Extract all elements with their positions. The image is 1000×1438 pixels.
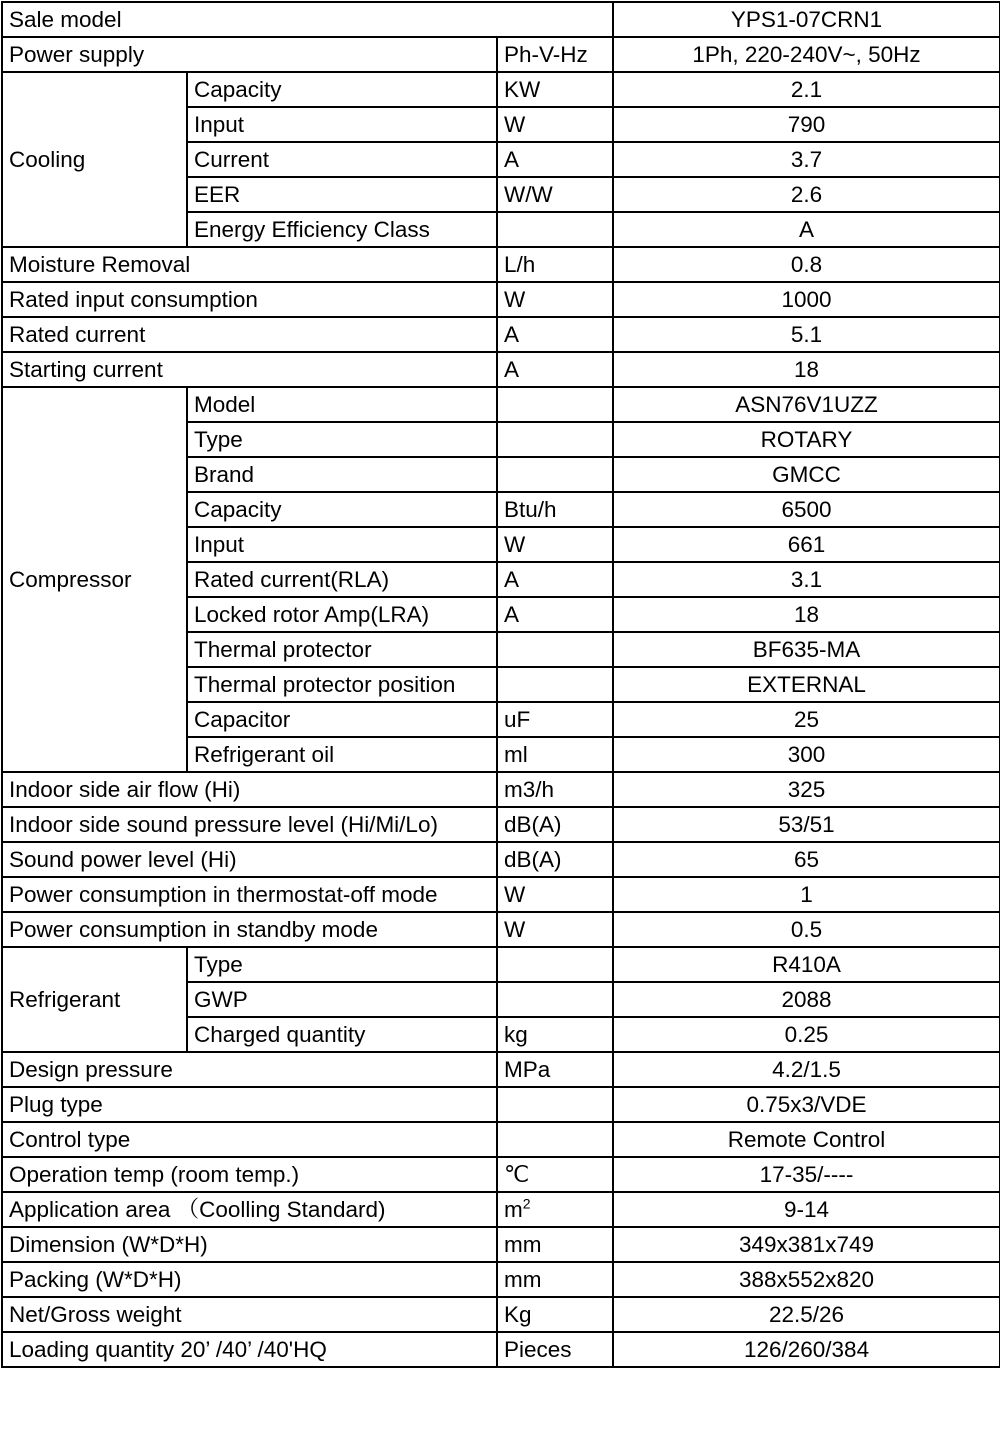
row-value: 53/51 <box>613 807 1000 842</box>
row-value: 349x381x749 <box>613 1227 1000 1262</box>
table-row <box>2 1227 1000 1262</box>
row-value: EXTERNAL <box>613 667 1000 702</box>
row-unit: mm <box>497 1227 613 1262</box>
row-label: Rated input consumption <box>2 282 497 317</box>
row-value: 18 <box>613 352 1000 387</box>
row-value: 22.5/26 <box>613 1297 1000 1332</box>
row-label: Dimension (W*D*H) <box>2 1227 497 1262</box>
table-row <box>2 2 1000 37</box>
row-label: GWP <box>187 982 497 1017</box>
row-value: ASN76V1UZZ <box>613 387 1000 422</box>
table-row <box>2 247 1000 282</box>
row-unit: W <box>497 282 613 317</box>
row-label: Type <box>187 422 497 457</box>
row-unit <box>497 667 613 702</box>
row-value: 661 <box>613 527 1000 562</box>
row-unit: ℃ <box>497 1157 613 1192</box>
table-row <box>2 282 1000 317</box>
row-unit: kg <box>497 1017 613 1052</box>
table-row <box>2 1087 1000 1122</box>
row-label: EER <box>187 177 497 212</box>
row-label: Operation temp (room temp.) <box>2 1157 497 1192</box>
row-value: 790 <box>613 107 1000 142</box>
row-value: 0.75x3/VDE <box>613 1087 1000 1122</box>
row-unit: ml <box>497 737 613 772</box>
row-unit: A <box>497 352 613 387</box>
row-label: Application area （Coolling Standard) <box>2 1192 497 1227</box>
row-value: 5.1 <box>613 317 1000 352</box>
row-unit: dB(A) <box>497 807 613 842</box>
row-label: Capacitor <box>187 702 497 737</box>
row-label: Design pressure <box>2 1052 497 1087</box>
row-value: 25 <box>613 702 1000 737</box>
row-value: 65 <box>613 842 1000 877</box>
row-label: Power supply <box>2 37 497 72</box>
row-value: 1000 <box>613 282 1000 317</box>
row-label: Charged quantity <box>187 1017 497 1052</box>
row-label: Power consumption in thermostat-off mode <box>2 877 497 912</box>
row-label: Capacity <box>187 72 497 107</box>
unit-superscript: 2 <box>522 1195 531 1212</box>
row-label: Indoor side sound pressure level (Hi/Mi/Lo) <box>2 807 497 842</box>
row-label: Brand <box>187 457 497 492</box>
row-value: Remote Control <box>613 1122 1000 1157</box>
group-label-cooling: Cooling <box>2 72 187 247</box>
table-row <box>2 352 1000 387</box>
row-unit <box>497 212 613 247</box>
row-unit <box>497 982 613 1017</box>
row-unit <box>497 1192 613 1227</box>
row-unit: Btu/h <box>497 492 613 527</box>
table-row <box>2 807 1000 842</box>
row-unit: A <box>497 142 613 177</box>
table-row <box>2 947 1000 982</box>
row-label: Type <box>187 947 497 982</box>
row-label: Packing (W*D*H) <box>2 1262 497 1297</box>
row-unit: W <box>497 527 613 562</box>
row-label: Locked rotor Amp(LRA) <box>187 597 497 632</box>
row-value: R410A <box>613 947 1000 982</box>
row-label: Model <box>187 387 497 422</box>
row-label: Input <box>187 107 497 142</box>
row-unit <box>497 387 613 422</box>
row-value: 2.6 <box>613 177 1000 212</box>
row-unit: L/h <box>497 247 613 282</box>
row-value: BF635-MA <box>613 632 1000 667</box>
row-unit <box>497 422 613 457</box>
spec-table <box>1 1 1000 1368</box>
row-label: Plug type <box>2 1087 497 1122</box>
row-unit: KW <box>497 72 613 107</box>
row-value: 6500 <box>613 492 1000 527</box>
row-label: Moisture Removal <box>2 247 497 282</box>
row-label: Indoor side air flow (Hi) <box>2 772 497 807</box>
row-label: Rated current <box>2 317 497 352</box>
table-row <box>2 1297 1000 1332</box>
table-row <box>2 387 1000 422</box>
row-unit: W <box>497 912 613 947</box>
row-label: Sale model <box>2 2 613 37</box>
table-row <box>2 1157 1000 1192</box>
table-row <box>2 317 1000 352</box>
row-unit: uF <box>497 702 613 737</box>
row-unit: A <box>497 597 613 632</box>
row-label: Thermal protector position <box>187 667 497 702</box>
row-label: Rated current(RLA) <box>187 562 497 597</box>
row-value: 9-14 <box>613 1192 1000 1227</box>
row-value: 0.5 <box>613 912 1000 947</box>
group-label-compressor: Compressor <box>2 387 187 772</box>
row-label: Control type <box>2 1122 497 1157</box>
row-value: 0.8 <box>613 247 1000 282</box>
table-row <box>2 842 1000 877</box>
row-unit: mm <box>497 1262 613 1297</box>
group-label-refrigerant: Refrigerant <box>2 947 187 1052</box>
row-unit: A <box>497 317 613 352</box>
row-value: 3.1 <box>613 562 1000 597</box>
row-value: YPS1-07CRN1 <box>613 2 1000 37</box>
row-label: Capacity <box>187 492 497 527</box>
row-value: GMCC <box>613 457 1000 492</box>
row-value: 325 <box>613 772 1000 807</box>
table-row <box>2 912 1000 947</box>
row-value: 300 <box>613 737 1000 772</box>
row-value: 126/260/384 <box>613 1332 1000 1367</box>
row-value: 388x552x820 <box>613 1262 1000 1297</box>
row-unit: W <box>497 107 613 142</box>
row-label: Starting current <box>2 352 497 387</box>
row-unit: MPa <box>497 1052 613 1087</box>
row-unit: Ph-V-Hz <box>497 37 613 72</box>
row-label: Refrigerant oil <box>187 737 497 772</box>
unit-base: m <box>504 1197 523 1222</box>
row-unit <box>497 1087 613 1122</box>
row-label: Sound power level (Hi) <box>2 842 497 877</box>
table-row <box>2 72 1000 107</box>
row-unit <box>497 1122 613 1157</box>
row-label: Energy Efficiency Class <box>187 212 497 247</box>
row-value: ROTARY <box>613 422 1000 457</box>
row-unit: Kg <box>497 1297 613 1332</box>
row-unit <box>497 457 613 492</box>
table-row <box>2 877 1000 912</box>
row-unit: Pieces <box>497 1332 613 1367</box>
row-value: 4.2/1.5 <box>613 1052 1000 1087</box>
row-value: 2088 <box>613 982 1000 1017</box>
table-row <box>2 1052 1000 1087</box>
row-label: Input <box>187 527 497 562</box>
row-label: Net/Gross weight <box>2 1297 497 1332</box>
row-value: 17-35/---- <box>613 1157 1000 1192</box>
row-value: 3.7 <box>613 142 1000 177</box>
row-value: A <box>613 212 1000 247</box>
row-unit: A <box>497 562 613 597</box>
row-value: 18 <box>613 597 1000 632</box>
table-row <box>2 37 1000 72</box>
row-value: 0.25 <box>613 1017 1000 1052</box>
row-unit: W/W <box>497 177 613 212</box>
table-row <box>2 1122 1000 1157</box>
table-row <box>2 772 1000 807</box>
row-value: 2.1 <box>613 72 1000 107</box>
row-value: 1 <box>613 877 1000 912</box>
row-unit: m3/h <box>497 772 613 807</box>
table-row <box>2 1332 1000 1367</box>
row-label: Thermal protector <box>187 632 497 667</box>
row-label: Current <box>187 142 497 177</box>
row-unit <box>497 632 613 667</box>
row-value: 1Ph, 220-240V~, 50Hz <box>613 37 1000 72</box>
row-label: Power consumption in standby mode <box>2 912 497 947</box>
table-row <box>2 1262 1000 1297</box>
row-unit: W <box>497 877 613 912</box>
row-unit <box>497 947 613 982</box>
row-label: Loading quantity 20’ /40’ /40'HQ <box>2 1332 497 1367</box>
row-unit: dB(A) <box>497 842 613 877</box>
table-row <box>2 1192 1000 1227</box>
